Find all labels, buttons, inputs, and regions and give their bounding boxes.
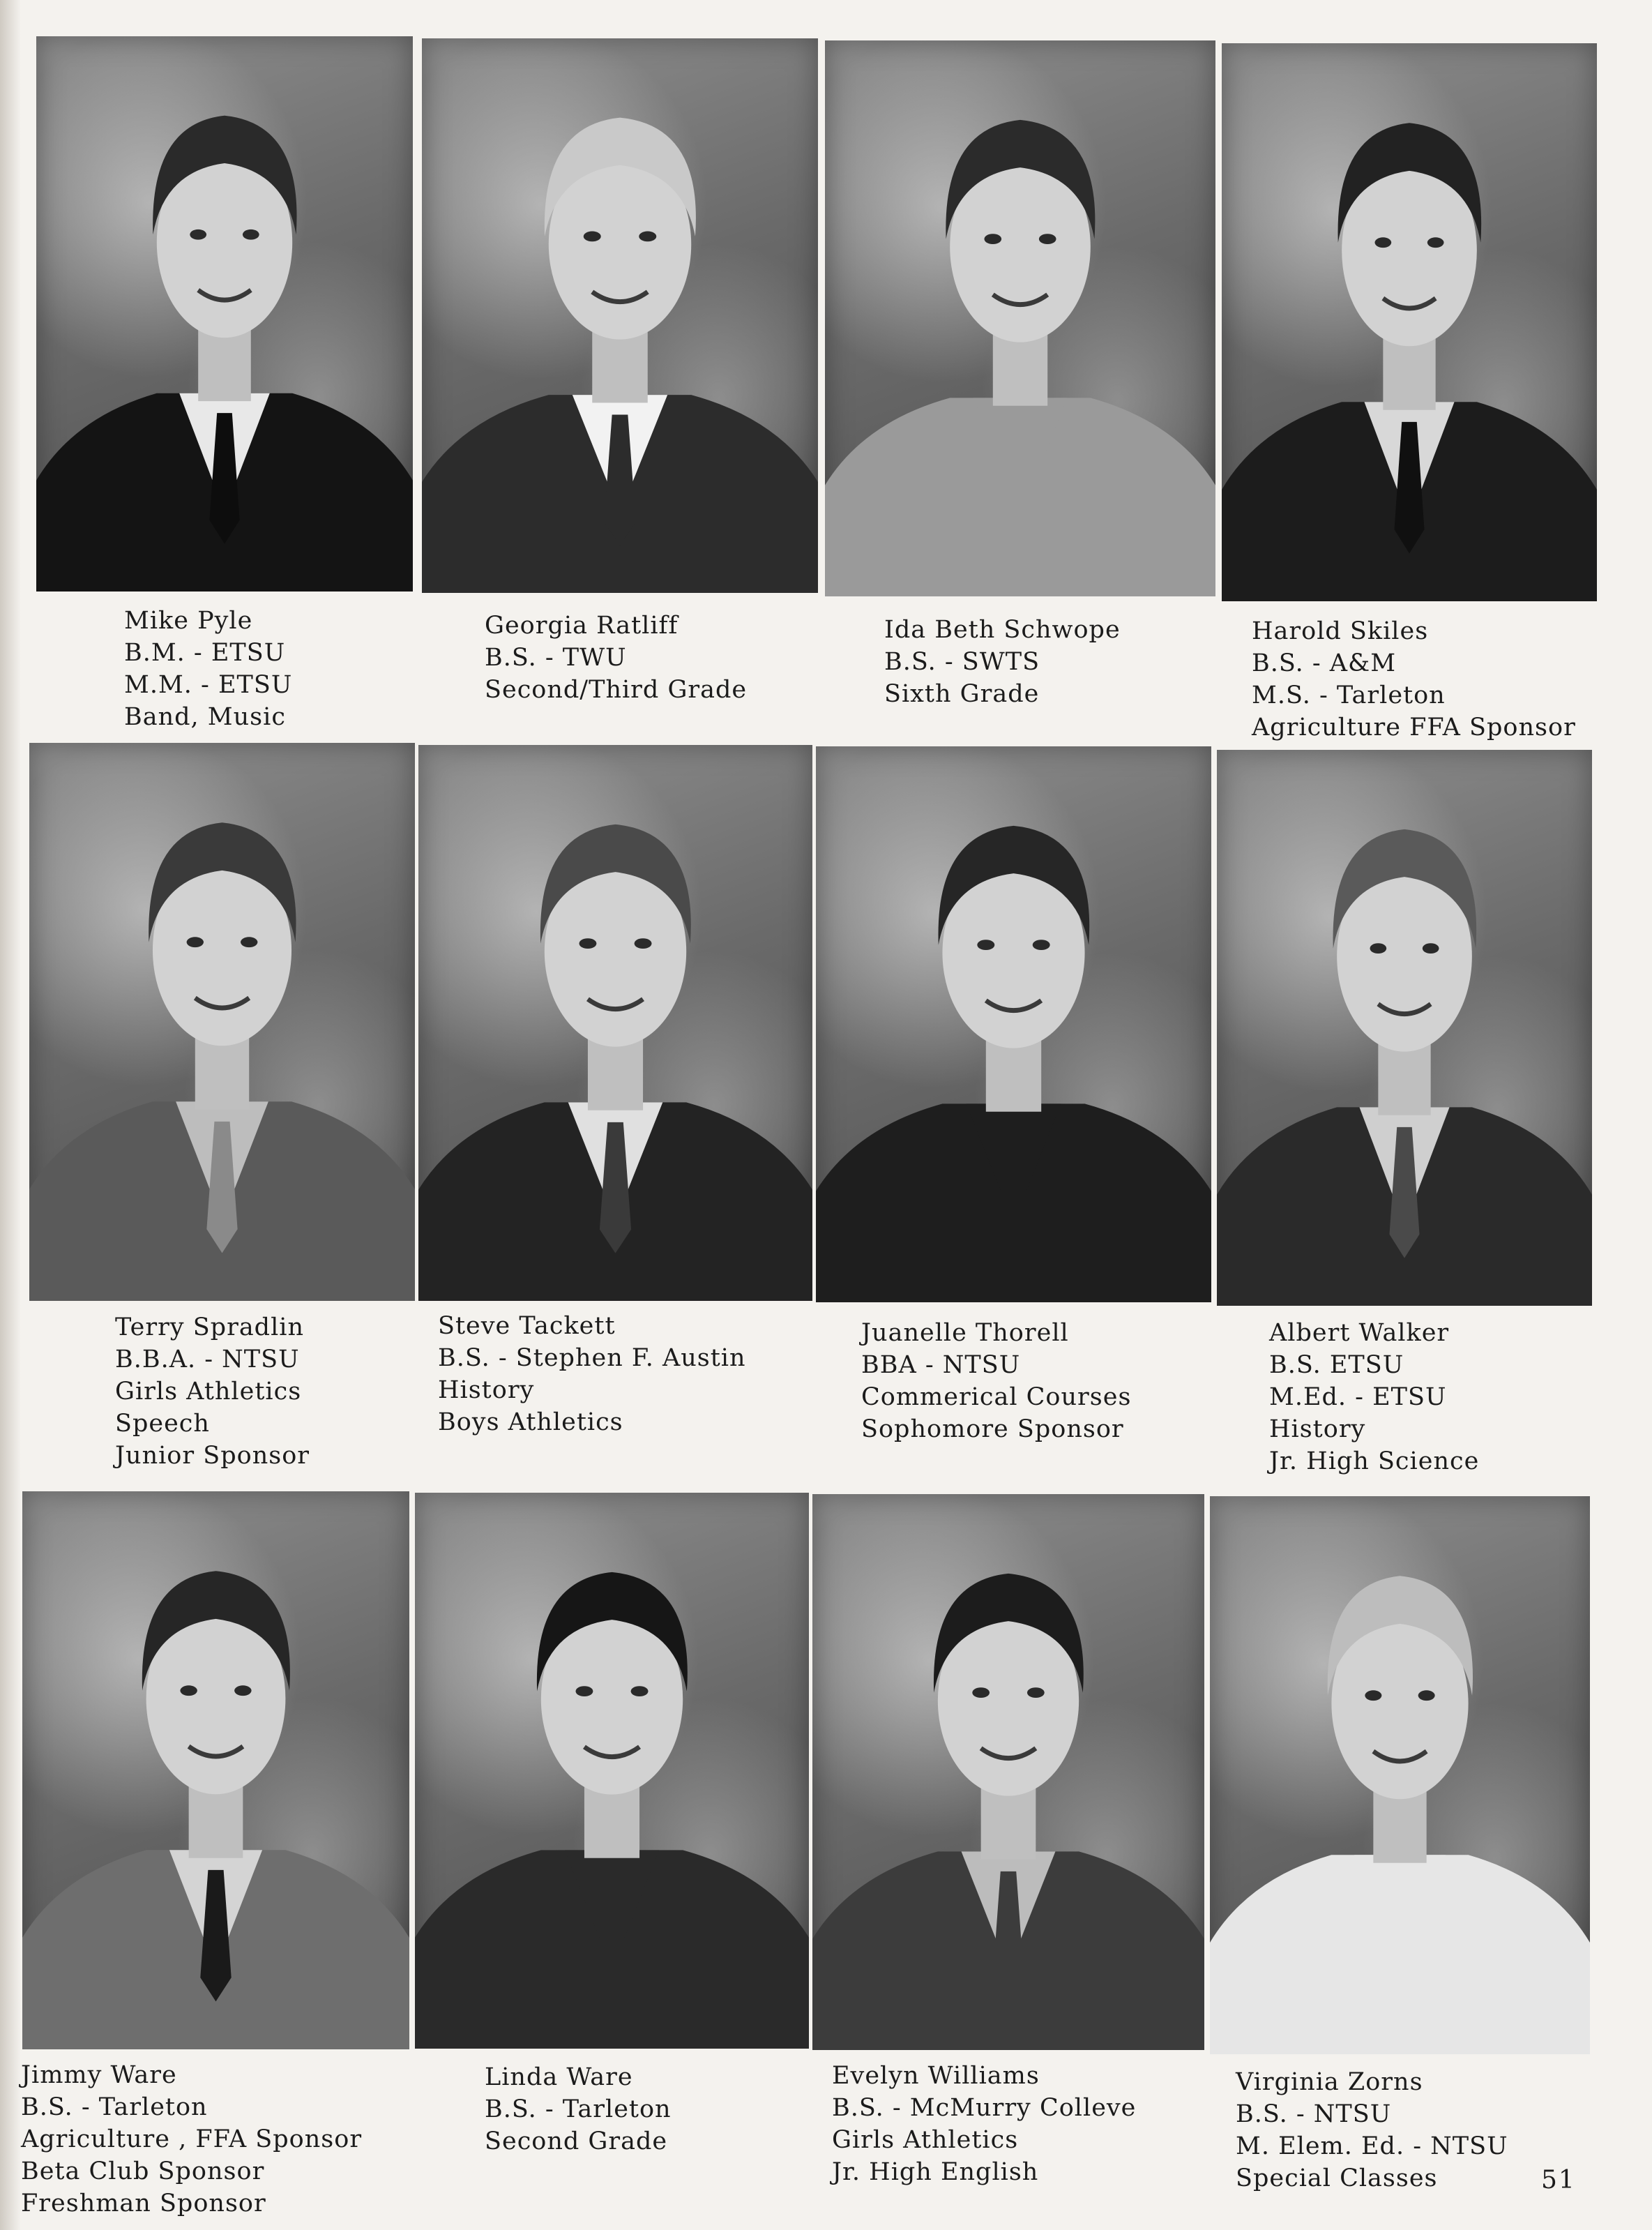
portrait-eye xyxy=(639,232,656,242)
portrait-photo xyxy=(1217,750,1592,1306)
staff-name: Terry Spradlin xyxy=(115,1313,305,1341)
staff-caption xyxy=(1236,2066,1508,2194)
staff-caption xyxy=(21,2059,362,2220)
portrait-photo xyxy=(36,36,413,592)
portrait-silhouette xyxy=(816,746,1211,1302)
portrait-silhouette xyxy=(422,38,818,593)
portrait-eye xyxy=(635,938,652,949)
staff-caption xyxy=(485,610,747,706)
staff-detail: B.S. - McMurry Colleve xyxy=(832,2094,1137,2122)
portrait-eye xyxy=(972,1687,990,1698)
staff-caption xyxy=(485,2061,672,2157)
portrait-photo xyxy=(422,38,818,593)
staff-detail: M.Ed. - ETSU xyxy=(1269,1383,1447,1411)
staff-detail: Girls Athletics xyxy=(832,2126,1019,2154)
portrait-photo xyxy=(418,745,812,1301)
portrait-eye xyxy=(180,1685,197,1696)
staff-name: Evelyn Williams xyxy=(832,2062,1040,2090)
staff-detail: M.M. - ETSU xyxy=(124,671,293,699)
portrait-eye xyxy=(584,232,601,242)
staff-detail: B.S. - SWTS xyxy=(884,648,1040,676)
staff-detail: B.S. - Tarleton xyxy=(21,2093,208,2121)
portrait-eye xyxy=(576,1686,593,1696)
staff-name: Ida Beth Schwope xyxy=(884,616,1121,644)
staff-detail: Sixth Grade xyxy=(884,680,1040,708)
portrait-photo xyxy=(1210,1496,1590,2054)
portrait-eye xyxy=(579,938,597,949)
staff-name: Linda Ware xyxy=(485,2063,633,2091)
staff-name: Albert Walker xyxy=(1269,1319,1450,1347)
staff-detail: BBA - NTSU xyxy=(861,1351,1021,1379)
portrait-silhouette xyxy=(1217,750,1592,1306)
staff-detail: Second Grade xyxy=(485,2127,668,2155)
staff-detail: B.M. - ETSU xyxy=(124,639,286,667)
portrait-eye xyxy=(984,234,1001,244)
portrait-eye xyxy=(1027,1687,1045,1698)
staff-detail: B.B.A. - NTSU xyxy=(115,1346,300,1373)
staff-name: Steve Tackett xyxy=(438,1312,616,1340)
portrait-eye xyxy=(631,1686,649,1696)
portrait-photo xyxy=(22,1491,409,2049)
portrait-photo xyxy=(816,746,1211,1302)
staff-detail: Agriculture , FFA Sponsor xyxy=(21,2125,363,2153)
page-binding-shadow xyxy=(0,0,21,2230)
portrait-photo xyxy=(29,743,415,1301)
staff-detail: B.S. - Stephen F. Austin xyxy=(438,1344,746,1372)
staff-detail: Freshman Sponsor xyxy=(21,2190,266,2217)
staff-caption xyxy=(115,1311,310,1472)
staff-detail: Band, Music xyxy=(124,703,286,731)
portrait-silhouette xyxy=(29,743,415,1301)
portrait-eye xyxy=(1423,943,1439,954)
staff-name: Harold Skiles xyxy=(1252,617,1429,645)
staff-detail: Commerical Courses xyxy=(861,1383,1132,1411)
portrait-photo xyxy=(415,1493,809,2049)
staff-caption xyxy=(861,1317,1131,1445)
staff-detail: History xyxy=(438,1376,535,1404)
portrait-eye xyxy=(1033,940,1050,950)
portrait-eye xyxy=(1370,943,1387,954)
staff-name: Mike Pyle xyxy=(124,607,253,635)
staff-name: Georgia Ratliff xyxy=(485,612,679,640)
staff-caption xyxy=(884,614,1121,710)
staff-caption xyxy=(124,605,292,733)
staff-name: Jimmy Ware xyxy=(21,2061,177,2089)
portrait-eye xyxy=(977,940,994,950)
staff-detail: Jr. High English xyxy=(832,2158,1039,2186)
portrait-silhouette xyxy=(415,1493,809,2049)
portrait-silhouette xyxy=(812,1494,1204,2050)
portrait-silhouette xyxy=(1222,43,1597,601)
staff-detail: B.S. ETSU xyxy=(1269,1351,1404,1379)
staff-caption xyxy=(1269,1317,1479,1477)
portrait-eye xyxy=(243,229,259,240)
staff-detail: M.S. - Tarleton xyxy=(1252,681,1446,709)
staff-detail: History xyxy=(1269,1415,1366,1443)
portrait-silhouette xyxy=(22,1491,409,2049)
portrait-silhouette xyxy=(418,745,812,1301)
staff-detail: Boys Athletics xyxy=(438,1408,623,1436)
portrait-eye xyxy=(190,229,206,240)
portrait-silhouette xyxy=(825,40,1215,596)
portrait-photo xyxy=(812,1494,1204,2050)
staff-detail: B.S. - A&M xyxy=(1252,649,1397,677)
staff-detail: Speech xyxy=(115,1410,210,1438)
staff-caption xyxy=(438,1310,746,1438)
staff-caption xyxy=(1252,615,1576,744)
staff-name: Virginia Zorns xyxy=(1236,2068,1423,2096)
staff-detail: B.S. - Tarleton xyxy=(485,2095,672,2123)
portrait-eye xyxy=(234,1685,251,1696)
portrait-eye xyxy=(1375,237,1392,248)
staff-detail: B.S. - TWU xyxy=(485,644,627,672)
portrait-eye xyxy=(1427,237,1444,248)
staff-detail: B.S. - NTSU xyxy=(1236,2100,1392,2128)
portrait-eye xyxy=(1039,234,1056,244)
staff-detail: Special Classes xyxy=(1236,2164,1438,2192)
page-number: 51 xyxy=(1541,2166,1576,2194)
staff-detail: M. Elem. Ed. - NTSU xyxy=(1236,2132,1508,2160)
staff-detail: Girls Athletics xyxy=(115,1378,302,1406)
staff-caption xyxy=(832,2060,1136,2188)
staff-detail: Jr. High Science xyxy=(1269,1447,1480,1475)
portrait-eye xyxy=(1418,1690,1435,1701)
portrait-photo xyxy=(825,40,1215,596)
portrait-eye xyxy=(1365,1690,1381,1701)
staff-detail: Junior Sponsor xyxy=(115,1442,310,1470)
staff-detail: Second/Third Grade xyxy=(485,676,748,704)
portrait-silhouette xyxy=(1210,1496,1590,2054)
staff-name: Juanelle Thorell xyxy=(861,1319,1069,1347)
staff-detail: Sophomore Sponsor xyxy=(861,1415,1124,1443)
portrait-eye xyxy=(187,937,204,947)
portrait-photo xyxy=(1222,43,1597,601)
portrait-eye xyxy=(241,937,257,947)
portrait-silhouette xyxy=(36,36,413,592)
staff-detail: Agriculture FFA Sponsor xyxy=(1252,714,1576,741)
staff-detail: Beta Club Sponsor xyxy=(21,2157,265,2185)
